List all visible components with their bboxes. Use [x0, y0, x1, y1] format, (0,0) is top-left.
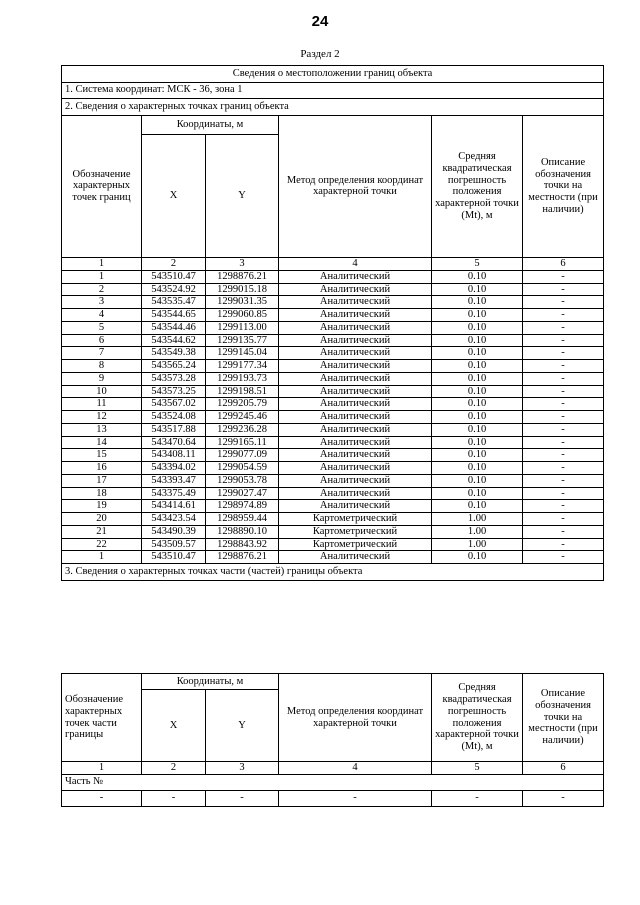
point-number-cell: 22 [62, 538, 142, 551]
method-cell: Аналитический [279, 436, 432, 449]
column-numbers-row [62, 762, 604, 775]
accuracy-cell: 0.10 [432, 283, 523, 296]
x-coordinate-cell: 543567.02 [142, 398, 206, 411]
column-number: 3 [206, 762, 279, 775]
method-cell: Аналитический [279, 487, 432, 500]
points-body [62, 270, 604, 563]
table-row [62, 283, 604, 296]
accuracy-cell: 0.10 [432, 462, 523, 475]
point-number-cell: 18 [62, 487, 142, 500]
description-cell: - [523, 513, 604, 526]
accuracy-cell: - [432, 790, 523, 806]
y-coordinate-cell: 1298974.89 [206, 500, 279, 513]
y-coordinate-cell: 1299054.59 [206, 462, 279, 475]
column-number: 2 [142, 258, 206, 271]
x-coordinate-cell: 543544.65 [142, 309, 206, 322]
accuracy-cell: 0.10 [432, 321, 523, 334]
x-coordinate-cell: 543524.92 [142, 283, 206, 296]
accuracy-cell: 0.10 [432, 411, 523, 424]
part-label: Часть № [62, 774, 604, 790]
x-coordinate-cell: 543393.47 [142, 474, 206, 487]
x-coordinate-cell: 543544.46 [142, 321, 206, 334]
table-row [62, 334, 604, 347]
description-cell: - [523, 525, 604, 538]
table-row [62, 385, 604, 398]
x-coordinate-cell: 543408.11 [142, 449, 206, 462]
y-coordinate-cell: 1299177.34 [206, 360, 279, 373]
y-coordinate-cell: 1298890.10 [206, 525, 279, 538]
accuracy-cell: 1.00 [432, 525, 523, 538]
method-cell: Аналитический [279, 321, 432, 334]
description-cell: - [523, 296, 604, 309]
header-x: X [142, 135, 206, 258]
accuracy-cell: 0.10 [432, 449, 523, 462]
table-row [62, 462, 604, 475]
description-cell: - [523, 462, 604, 475]
method-cell: Аналитический [279, 500, 432, 513]
point-number-cell: 1 [62, 270, 142, 283]
description-cell: - [523, 334, 604, 347]
column-number: 6 [523, 258, 604, 271]
table-row [62, 436, 604, 449]
point-number-cell: 7 [62, 347, 142, 360]
accuracy-cell: 0.10 [432, 500, 523, 513]
x-coordinate-cell: 543535.47 [142, 296, 206, 309]
method-cell: Аналитический [279, 360, 432, 373]
accuracy-cell: 0.10 [432, 436, 523, 449]
point-number-cell: 17 [62, 474, 142, 487]
point-number-cell: 8 [62, 360, 142, 373]
column-number: 3 [206, 258, 279, 271]
x-coordinate-cell: 543510.47 [142, 551, 206, 564]
x-coordinate-cell: 543573.25 [142, 385, 206, 398]
x-coordinate-cell: 543414.61 [142, 500, 206, 513]
method-cell: Аналитический [279, 411, 432, 424]
accuracy-cell: 1.00 [432, 538, 523, 551]
method-cell: Аналитический [279, 309, 432, 322]
accuracy-cell: 0.10 [432, 474, 523, 487]
table-row [62, 398, 604, 411]
description-cell: - [523, 500, 604, 513]
method-cell: Картометрический [279, 513, 432, 526]
table-row [62, 513, 604, 526]
description-cell: - [523, 487, 604, 500]
column-number: 5 [432, 762, 523, 775]
y-coordinate-cell: 1299031.35 [206, 296, 279, 309]
description-cell: - [523, 551, 604, 564]
header-accuracy: Средняя квадратическая погрешность положения характерной точки (Mt), м [432, 674, 523, 762]
table-row [62, 538, 604, 551]
x-coordinate-cell: - [142, 790, 206, 806]
column-number: 4 [279, 762, 432, 775]
table-row [62, 487, 604, 500]
description-cell: - [523, 385, 604, 398]
header-point-designation: Обозначение характерных точек границ [62, 115, 142, 258]
method-cell: Аналитический [279, 462, 432, 475]
column-number: 2 [142, 762, 206, 775]
description-cell: - [523, 538, 604, 551]
description-cell: - [523, 347, 604, 360]
x-coordinate-cell: 543573.28 [142, 372, 206, 385]
y-coordinate-cell: 1299077.09 [206, 449, 279, 462]
point-number-cell: 6 [62, 334, 142, 347]
point-number-cell: 21 [62, 525, 142, 538]
part-points-table [61, 673, 604, 807]
method-cell: Аналитический [279, 385, 432, 398]
method-cell: - [279, 790, 432, 806]
table-row [62, 347, 604, 360]
header-part-point-designation: Обозначение характерных точек части границы [62, 674, 142, 762]
method-cell: Аналитический [279, 423, 432, 436]
point-number-cell: 12 [62, 411, 142, 424]
y-coordinate-cell: 1299245.46 [206, 411, 279, 424]
description-cell: - [523, 411, 604, 424]
method-cell: Аналитический [279, 372, 432, 385]
header-accuracy: Средняя квадратическая погрешность положения характерной точки (Mt), м [432, 115, 523, 258]
description-cell: - [523, 270, 604, 283]
description-cell: - [523, 398, 604, 411]
point-number-cell: 15 [62, 449, 142, 462]
table-row [62, 474, 604, 487]
section-3-title: 3. Сведения о характерных точках части (частей) границы объекта [62, 564, 604, 581]
x-coordinate-cell: 543423.54 [142, 513, 206, 526]
method-cell: Аналитический [279, 474, 432, 487]
header-method: Метод определения координат характерной точки [279, 115, 432, 258]
method-cell: Аналитический [279, 347, 432, 360]
accuracy-cell: 0.10 [432, 487, 523, 500]
coordinate-system: 1. Система координат: МСК - 36, зона 1 [62, 82, 604, 99]
section-label: Раздел 2 [300, 48, 340, 60]
y-coordinate-cell: 1299236.28 [206, 423, 279, 436]
y-coordinate-cell: 1299145.04 [206, 347, 279, 360]
page-number: 24 [311, 13, 329, 30]
point-number-cell: 14 [62, 436, 142, 449]
y-coordinate-cell: 1298876.21 [206, 270, 279, 283]
method-cell: Аналитический [279, 283, 432, 296]
header-method: Метод определения координат характерной точки [279, 674, 432, 762]
table-row [62, 500, 604, 513]
description-cell: - [523, 283, 604, 296]
column-numbers-row [62, 258, 604, 271]
table-row [62, 551, 604, 564]
method-cell: Аналитический [279, 551, 432, 564]
x-coordinate-cell: 543544.62 [142, 334, 206, 347]
y-coordinate-cell: 1298876.21 [206, 551, 279, 564]
description-cell: - [523, 372, 604, 385]
header-description: Описание обозначения точки на местности (при наличии) [523, 115, 604, 258]
column-number: 5 [432, 258, 523, 271]
method-cell: Аналитический [279, 398, 432, 411]
x-coordinate-cell: 543524.08 [142, 411, 206, 424]
point-number-cell: 16 [62, 462, 142, 475]
point-number-cell: 10 [62, 385, 142, 398]
x-coordinate-cell: 543470.64 [142, 436, 206, 449]
y-coordinate-cell: - [206, 790, 279, 806]
column-number: 1 [62, 258, 142, 271]
method-cell: Аналитический [279, 296, 432, 309]
header-coordinates: Координаты, м [142, 115, 279, 135]
y-coordinate-cell: 1298959.44 [206, 513, 279, 526]
header-y: Y [206, 135, 279, 258]
point-number-cell: 9 [62, 372, 142, 385]
description-cell: - [523, 790, 604, 806]
accuracy-cell: 0.10 [432, 360, 523, 373]
table-title: Сведения о местоположении границ объекта [62, 66, 604, 83]
y-coordinate-cell: 1299198.51 [206, 385, 279, 398]
accuracy-cell: 0.10 [432, 296, 523, 309]
header-x: X [142, 690, 206, 762]
table-row [62, 449, 604, 462]
column-number: 6 [523, 762, 604, 775]
point-number-cell: 2 [62, 283, 142, 296]
y-coordinate-cell: 1299015.18 [206, 283, 279, 296]
table-row [62, 372, 604, 385]
point-number-cell: 20 [62, 513, 142, 526]
section-2-title: 2. Сведения о характерных точках границ объекта [62, 99, 604, 116]
y-coordinate-cell: 1298843.92 [206, 538, 279, 551]
y-coordinate-cell: 1299027.47 [206, 487, 279, 500]
x-coordinate-cell: 543490.39 [142, 525, 206, 538]
x-coordinate-cell: 543509.57 [142, 538, 206, 551]
y-coordinate-cell: 1299060.85 [206, 309, 279, 322]
description-cell: - [523, 321, 604, 334]
part-rows-body [62, 790, 604, 806]
method-cell: Картометрический [279, 525, 432, 538]
y-coordinate-cell: 1299165.11 [206, 436, 279, 449]
x-coordinate-cell: 543565.24 [142, 360, 206, 373]
method-cell: Аналитический [279, 270, 432, 283]
table-row [62, 360, 604, 373]
description-cell: - [523, 423, 604, 436]
point-number-cell: 1 [62, 551, 142, 564]
description-cell: - [523, 474, 604, 487]
description-cell: - [523, 309, 604, 322]
description-cell: - [523, 360, 604, 373]
point-number-cell: - [62, 790, 142, 806]
table-row [62, 411, 604, 424]
x-coordinate-cell: 543375.49 [142, 487, 206, 500]
method-cell: Аналитический [279, 334, 432, 347]
accuracy-cell: 0.10 [432, 385, 523, 398]
point-number-cell: 5 [62, 321, 142, 334]
table-row [62, 270, 604, 283]
description-cell: - [523, 449, 604, 462]
header-description: Описание обозначения точки на местности (при наличии) [523, 674, 604, 762]
table-row [62, 790, 604, 806]
accuracy-cell: 0.10 [432, 398, 523, 411]
y-coordinate-cell: 1299113.00 [206, 321, 279, 334]
header-coordinates: Координаты, м [142, 674, 279, 690]
table-row [62, 309, 604, 322]
column-number: 1 [62, 762, 142, 775]
accuracy-cell: 0.10 [432, 372, 523, 385]
accuracy-cell: 0.10 [432, 309, 523, 322]
method-cell: Картометрический [279, 538, 432, 551]
accuracy-cell: 0.10 [432, 423, 523, 436]
point-number-cell: 4 [62, 309, 142, 322]
header-y: Y [206, 690, 279, 762]
y-coordinate-cell: 1299135.77 [206, 334, 279, 347]
y-coordinate-cell: 1299193.73 [206, 372, 279, 385]
boundary-points-table [61, 65, 604, 581]
table-row [62, 321, 604, 334]
method-cell: Аналитический [279, 449, 432, 462]
table-row [62, 525, 604, 538]
x-coordinate-cell: 543549.38 [142, 347, 206, 360]
accuracy-cell: 0.10 [432, 347, 523, 360]
y-coordinate-cell: 1299205.79 [206, 398, 279, 411]
point-number-cell: 3 [62, 296, 142, 309]
x-coordinate-cell: 543394.02 [142, 462, 206, 475]
accuracy-cell: 0.10 [432, 270, 523, 283]
table-row [62, 423, 604, 436]
accuracy-cell: 0.10 [432, 551, 523, 564]
point-number-cell: 13 [62, 423, 142, 436]
column-number: 4 [279, 258, 432, 271]
accuracy-cell: 0.10 [432, 334, 523, 347]
table-row [62, 296, 604, 309]
x-coordinate-cell: 543517.88 [142, 423, 206, 436]
y-coordinate-cell: 1299053.78 [206, 474, 279, 487]
x-coordinate-cell: 543510.47 [142, 270, 206, 283]
point-number-cell: 19 [62, 500, 142, 513]
accuracy-cell: 1.00 [432, 513, 523, 526]
description-cell: - [523, 436, 604, 449]
point-number-cell: 11 [62, 398, 142, 411]
